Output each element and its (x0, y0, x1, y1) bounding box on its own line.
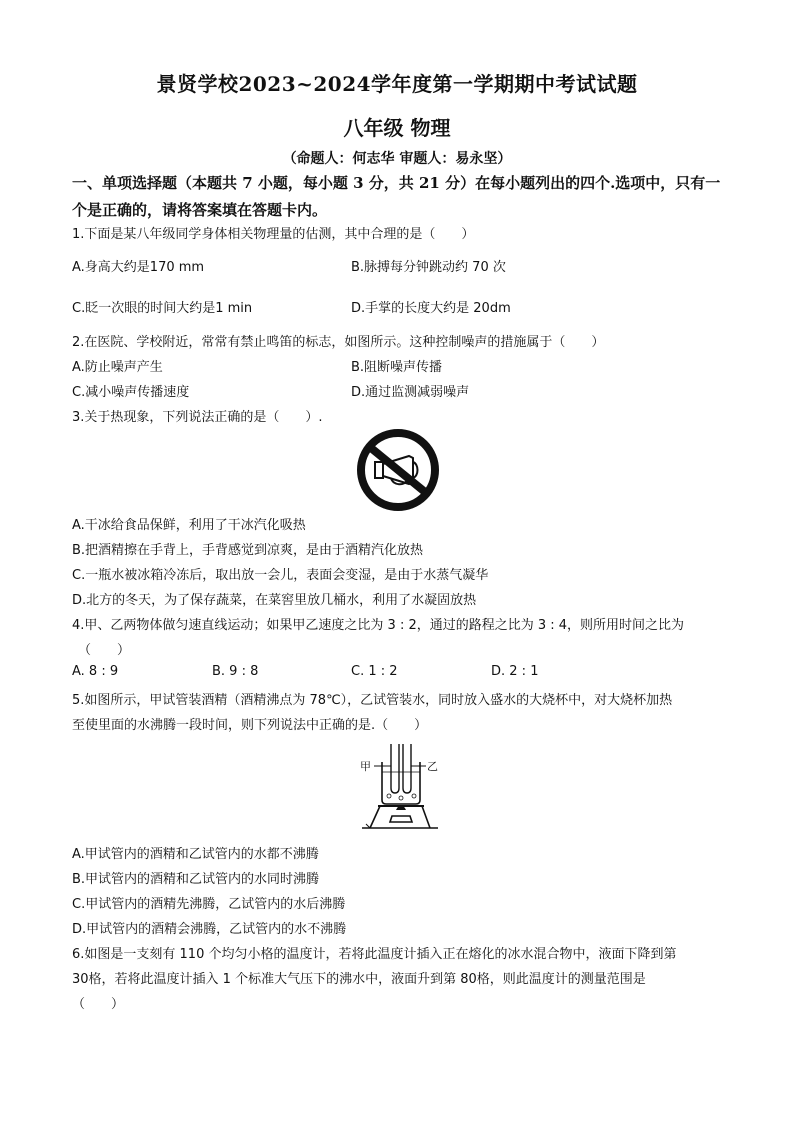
question-5-option-d: D.甲试管内的酒精会沸腾，乙试管内的水不沸腾 (72, 922, 347, 937)
question-1-option-b: B.脉搏每分钟跳动约 70 次 (351, 260, 506, 275)
question-4-option-a: A. 8 : 9 (72, 664, 119, 679)
boiling-apparatus-figure (360, 738, 470, 834)
question-3-option-b: B.把酒精擦在手背上，手背感觉到凉爽，是由于酒精汽化放热 (72, 543, 424, 558)
question-5-option-b: B.甲试管内的酒精和乙试管内的水同时沸腾 (72, 872, 320, 887)
question-2-option-a: A.防止噪声产生 (72, 360, 163, 375)
question-3-option-a: A.干冰给食品保鲜，利用了干冰汽化吸热 (72, 518, 306, 533)
question-4-stem-line2: （ ） (78, 643, 131, 658)
question-5-stem-line2: 至使里面的水沸腾一段时间，则下列说法中正确的是.（ ） (72, 718, 428, 733)
question-6-stem-line1: 6.如图是一支刻有 110 个均匀小格的温度计，若将此温度计插入正在熔化的冰水混合物中，液面下降到第 (72, 947, 677, 962)
question-2-option-c: C.减小噪声传播速度 (72, 385, 190, 400)
question-1-option-a: A.身高大约是170 mm (72, 260, 205, 275)
question-5-option-c: C.甲试管内的酒精先沸腾，乙试管内的水后沸腾 (72, 897, 346, 912)
question-5-stem-line1: 5.如图所示，甲试管装酒精（酒精沸点为 78℃），乙试管装水，同时放入盛水的大烧杯中，对大烧杯加热 (72, 693, 673, 708)
question-4-option-d: D. 2 : 1 (491, 664, 539, 679)
no-horn-sign-icon (353, 428, 443, 512)
question-2-stem: 2.在医院、学校附近，常常有禁止鸣笛的标志，如图所示。这种控制噪声的措施属于（ ） (72, 335, 605, 350)
question-3-stem: 3.关于热现象，下列说法正确的是（ ）. (72, 410, 323, 425)
question-2-option-d: D.通过监测减弱噪声 (351, 385, 470, 400)
exam-authors: （命题人：何志华 审题人：易永坚） (282, 151, 512, 167)
question-4-stem-line1: 4.甲、乙两物体做匀速直线运动；如果甲乙速度之比为 3 : 2，通过的路程之比为 3 : 4，则所用时间之比为 (72, 618, 685, 633)
question-2-option-b: B.阻断噪声传播 (351, 360, 443, 375)
question-4-option-c: C. 1 : 2 (351, 664, 398, 679)
question-3-option-c: C.一瓶水被冰箱冷冻后，取出放一会儿，表面会变湿，是由于水蒸气凝华 (72, 568, 489, 583)
question-1-option-c: C.眨一次眼的时间大约是1 min (72, 301, 253, 316)
question-5-option-a: A.甲试管内的酒精和乙试管内的水都不沸腾 (72, 847, 319, 862)
figure-label-jia: 甲 (360, 760, 371, 773)
question-1-option-d: D.手掌的长度大约是 20dm (351, 301, 511, 316)
question-6-stem-line2: 30格，若将此温度计插入 1 个标准大气压下的沸水中，液面升到第 80格，则此温度计的测量范围是 (72, 972, 646, 987)
exam-title: 景贤学校2023~2024学年度第一学期期中考试试题 (156, 72, 638, 96)
figure-label-yi: 乙 (427, 760, 438, 773)
section-heading: 一、单项选择题（本题共 7 小题，每小题 3 分，共 21 分）在每小题列出的四个.选项中，只有一个是正确的，请将答案填在答题卡内。 (72, 174, 721, 219)
exam-subtitle: 八年级 物理 (343, 116, 451, 140)
question-3-option-d: D.北方的冬天，为了保存蔬菜，在菜窖里放几桶水，利用了水凝固放热 (72, 593, 477, 608)
question-1-stem: 1.下面是某八年级同学身体相关物理量的估测，其中合理的是（ ） (72, 227, 475, 242)
question-6-stem-line3: （ ） (72, 997, 125, 1012)
question-4-option-b: B. 9 : 8 (212, 664, 259, 679)
